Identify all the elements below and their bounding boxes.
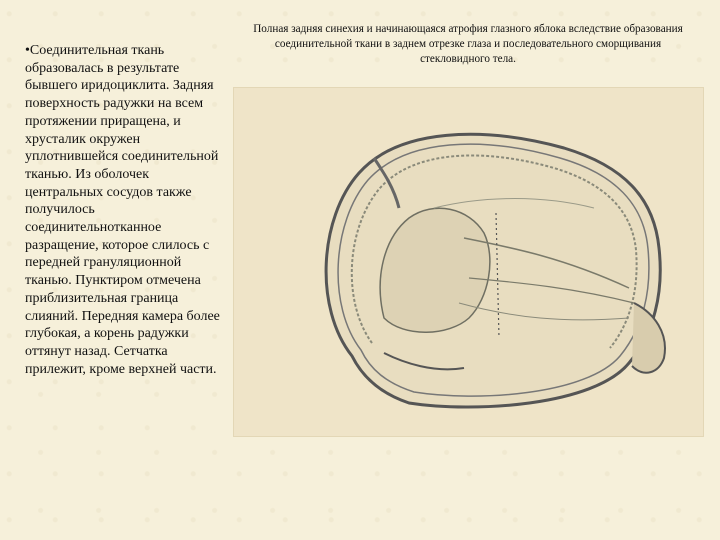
body-text-block bbox=[25, 42, 230, 378]
eye-cross-section-drawing bbox=[234, 88, 703, 436]
figure-caption: Полная задняя синехия и начинающаяся атрофия глазного яблока вследствие образования соединительной ткани в заднем отрезке глаза и последовательного сморщивания стекловидного тела. bbox=[253, 23, 683, 65]
bullet-glyph: • bbox=[25, 43, 30, 58]
eye-cross-section-figure bbox=[233, 87, 704, 437]
body-text: Соединительная ткань образовалась в результате бывшего иридоциклита. Задняя поверхность радужки на всем протяжении приращена, и хрусталик окружен уплотнившейся соединительной тканью. Из оболочек центральных сосудов также получилось соединительнотканное разращение, которое слилось с передней грануляционной тканью. Пунктиром отмечена приблизительная граница слияний. Передняя камера более глубокая, а корень радужки оттянут назад. Сетчатка прилежит, кроме верхней части. bbox=[25, 43, 220, 377]
optic-nerve bbox=[632, 303, 665, 373]
